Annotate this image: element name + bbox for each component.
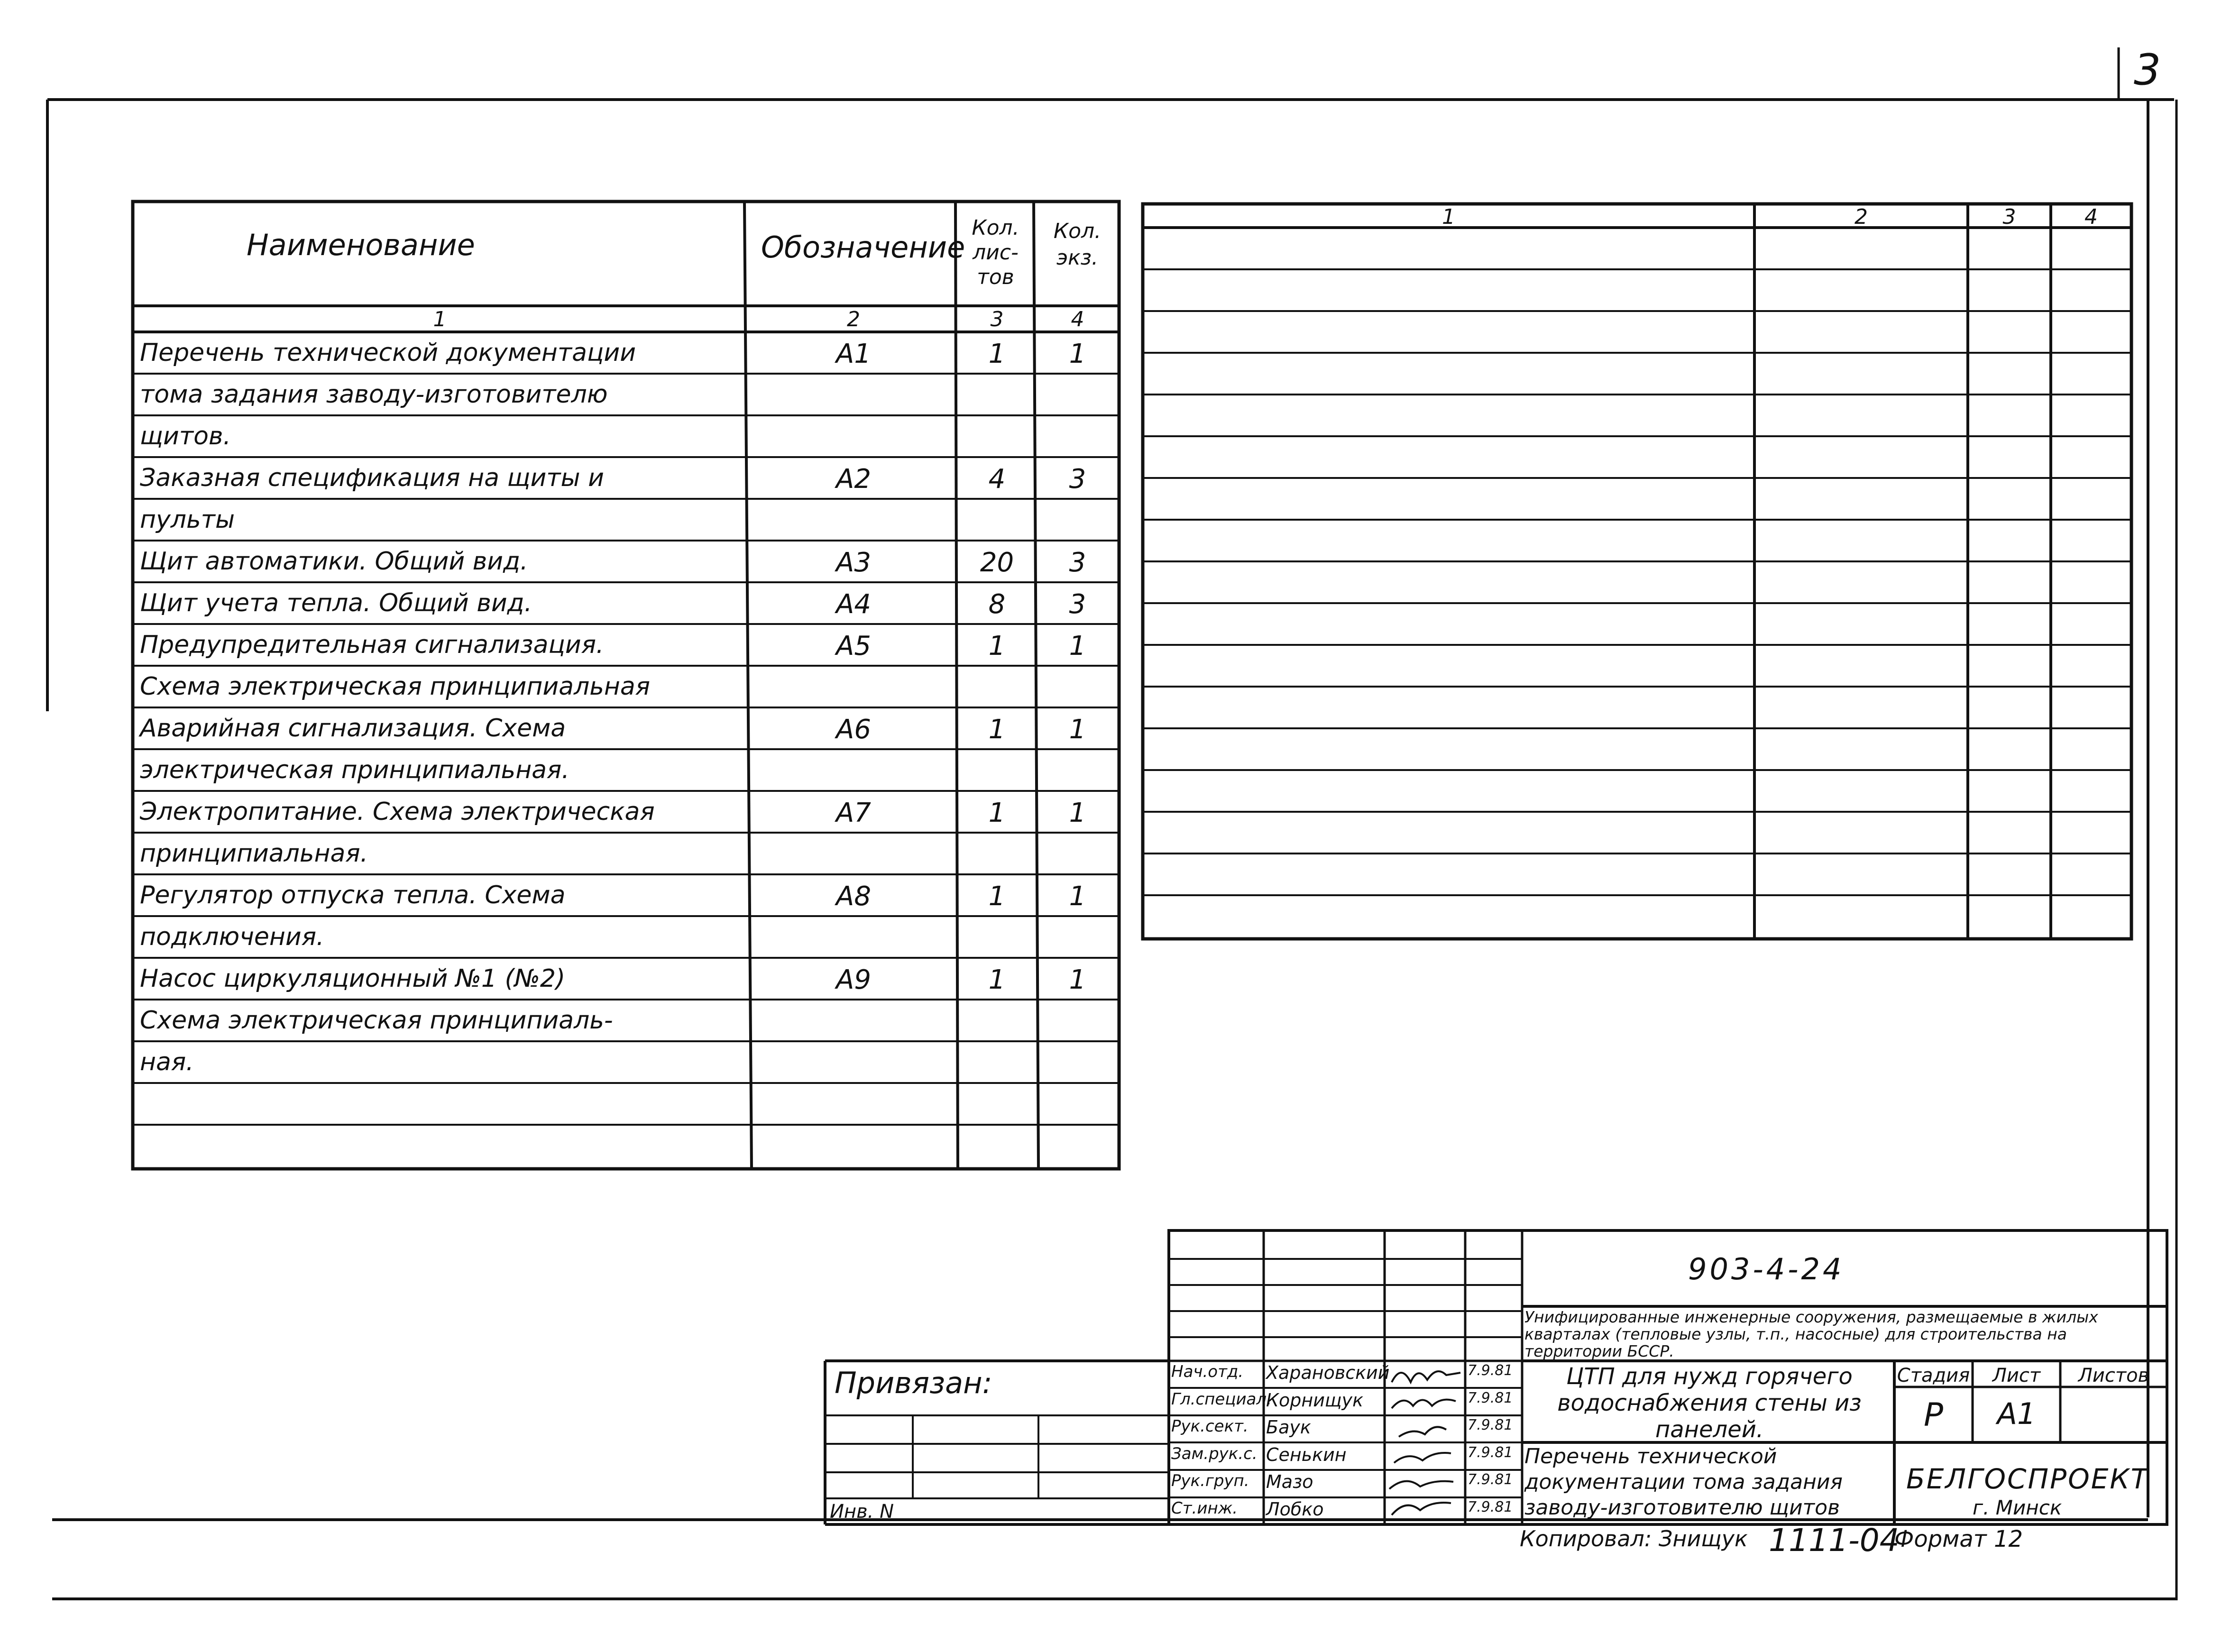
row-name: принципиальная.	[140, 839, 368, 868]
staff-date: 7.9.81	[1468, 1389, 1513, 1406]
organization-name: БЕЛГОСПРОЕКТ	[1906, 1463, 2149, 1495]
project-title: Унифицированные инженерные сооружения, размещаемые в жилых кварталах (тепловые узлы, т.п., насосные) для строительства на территории БССР.	[1524, 1308, 2098, 1360]
staff-name: Харановский	[1266, 1362, 1390, 1383]
row-designation: А2	[836, 464, 871, 495]
row-copies: 3	[1069, 589, 1086, 620]
header-designation: Обозначение	[761, 230, 965, 265]
col-number-1: 1	[433, 307, 447, 331]
row-name: ная.	[140, 1048, 194, 1076]
staff-role: Зам.рук.с.	[1171, 1444, 1258, 1463]
row-designation: А8	[836, 881, 871, 912]
sheet-label: Лист	[1992, 1365, 2041, 1386]
right-col-number-2: 2	[1854, 205, 1868, 229]
row-designation: А6	[836, 714, 871, 745]
right-col-number-4: 4	[2084, 205, 2098, 229]
copied-by: Копировал: Знищук	[1520, 1526, 1748, 1551]
staff-date: 7.9.81	[1468, 1498, 1513, 1515]
sheet-value: А1	[1997, 1396, 2036, 1431]
row-name: тома задания заводу-изготовителю	[140, 380, 608, 409]
object-title: ЦТП для нужд горячего водоснабжения стены из панелей.	[1557, 1363, 1862, 1443]
row-designation: А5	[836, 631, 871, 661]
format-label: Формат 12	[1894, 1526, 2023, 1552]
row-copies: 1	[1069, 631, 1086, 661]
row-name: Электропитание. Схема электрическая	[140, 798, 655, 826]
header-sheets: Кол. лис- тов	[972, 216, 1019, 289]
row-name: Насос циркуляционный №1 (№2)	[140, 964, 566, 993]
inv-no-label: Инв. N	[830, 1501, 894, 1523]
row-name: Схема электрическая принципиаль-	[140, 1006, 613, 1035]
row-name: Щит автоматики. Общий вид.	[140, 547, 528, 576]
row-name: Аварийная сигнализация. Схема	[140, 714, 566, 743]
col-number-4: 4	[1071, 307, 1084, 331]
staff-name: Корнищук	[1266, 1389, 1364, 1411]
staff-date: 7.9.81	[1468, 1417, 1513, 1433]
organization-city: г. Минск	[1973, 1496, 2062, 1519]
row-copies: 3	[1069, 547, 1086, 578]
col-number-3: 3	[990, 307, 1004, 331]
row-designation: А1	[836, 339, 871, 369]
staff-date: 7.9.81	[1468, 1471, 1513, 1488]
row-name: Перечень технической документации	[140, 339, 636, 367]
doc-code: 903-4-24	[1688, 1252, 1845, 1286]
row-name: подключения.	[140, 923, 324, 951]
staff-name: Сенькин	[1266, 1444, 1347, 1465]
row-name: Схема электрическая принципиальная	[140, 672, 651, 701]
staff-name: Мазо	[1266, 1471, 1313, 1492]
row-designation: А7	[836, 798, 871, 828]
staff-name: Баук	[1266, 1417, 1311, 1438]
row-sheets: 1	[988, 714, 1006, 745]
col-number-2: 2	[847, 307, 860, 331]
right-col-number-3: 3	[2002, 205, 2016, 229]
header-copies: Кол. экз.	[1053, 219, 1102, 270]
sheets-label: Листов	[2078, 1365, 2149, 1386]
row-copies: 1	[1069, 714, 1086, 745]
sheet-title: Перечень технической документации тома задания заводу-изготовителю щитов	[1524, 1444, 1843, 1520]
staff-role: Ст.инж.	[1171, 1498, 1238, 1518]
row-name: Заказная спецификация на щиты и	[140, 464, 604, 492]
staff-name: Лобко	[1266, 1498, 1324, 1520]
row-name: пульты	[140, 505, 235, 534]
staff-date: 7.9.81	[1468, 1444, 1513, 1461]
row-name: щитов.	[140, 422, 231, 450]
row-copies: 1	[1069, 339, 1086, 369]
row-sheets: 20	[980, 547, 1014, 578]
row-sheets: 1	[988, 798, 1006, 828]
row-sheets: 1	[988, 339, 1006, 369]
staff-role: Гл.специал.	[1171, 1389, 1272, 1409]
row-sheets: 4	[988, 464, 1006, 495]
staff-role: Нач.отд.	[1171, 1362, 1244, 1381]
row-sheets: 8	[988, 589, 1006, 620]
stage-label: Стадия	[1897, 1365, 1970, 1386]
stage-value: Р	[1923, 1396, 1943, 1434]
staff-role: Рук.сект.	[1171, 1417, 1249, 1436]
row-name: Щит учета тепла. Общий вид.	[140, 589, 532, 617]
privyazan-label: Привязан:	[835, 1366, 992, 1400]
row-name: Предупредительная сигнализация.	[140, 631, 604, 659]
staff-date: 7.9.81	[1468, 1362, 1513, 1379]
row-sheets: 1	[988, 881, 1006, 912]
right-col-number-1: 1	[1442, 205, 1455, 229]
page-number: 3	[2134, 45, 2161, 95]
row-sheets: 1	[988, 964, 1006, 995]
row-name: Регулятор отпуска тепла. Схема	[140, 881, 566, 909]
staff-role: Рук.груп.	[1171, 1471, 1249, 1490]
row-copies: 1	[1069, 798, 1086, 828]
row-sheets: 1	[988, 631, 1006, 661]
row-designation: А4	[836, 589, 871, 620]
copy-code: 1111-04	[1769, 1522, 1900, 1559]
row-copies: 1	[1069, 881, 1086, 912]
row-copies: 1	[1069, 964, 1086, 995]
row-designation: А3	[836, 547, 871, 578]
row-name: электрическая принципиальная.	[140, 756, 569, 784]
row-designation: А9	[836, 964, 871, 995]
row-copies: 3	[1069, 464, 1086, 495]
header-name: Наименование	[247, 228, 475, 262]
